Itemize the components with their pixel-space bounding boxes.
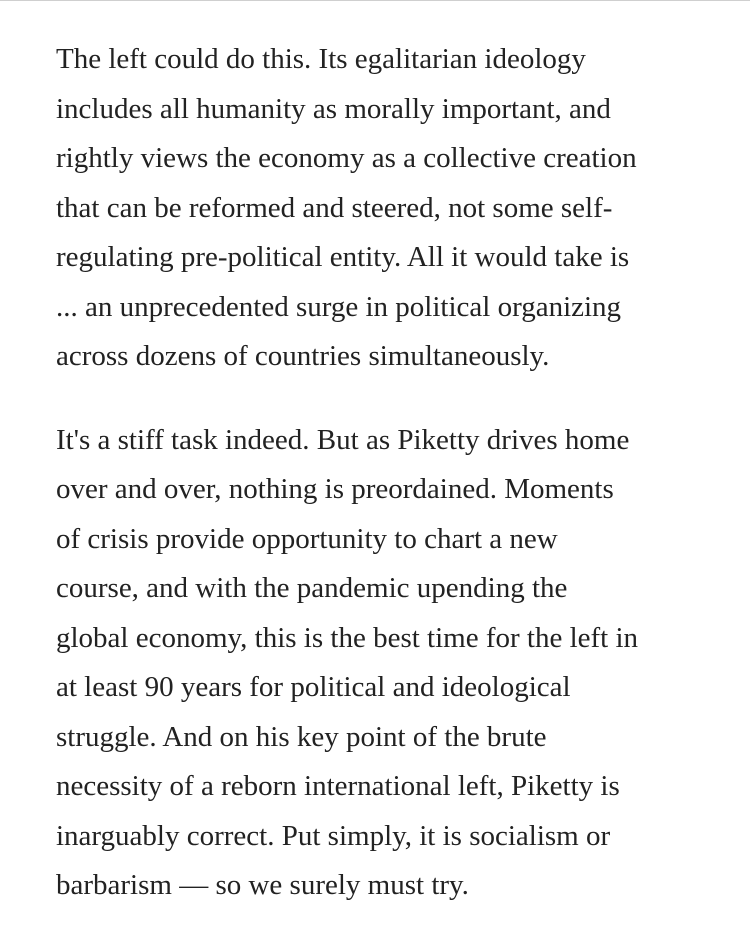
paragraph-line: that can be reformed and steered, not some self- (56, 191, 613, 224)
paragraph-line: barbarism — so we surely must try. (56, 869, 469, 901)
paragraph-line: The left could do this. Its egalitarian ideology (56, 43, 586, 75)
paragraph-line: rightly views the economy as a collective creation (56, 142, 637, 174)
paragraph-line: It's a stiff task indeed. But as Piketty drives home (56, 423, 630, 456)
paragraph-line: struggle. And on his key point of the brute (56, 720, 547, 753)
paragraph-2 (56, 416, 716, 911)
paragraph-line: includes all humanity as morally important, and (56, 92, 611, 125)
paragraph-line: global economy, this is the best time for the left in (56, 621, 639, 654)
paragraph-line: ... an unprecedented surge in political organizing (56, 290, 622, 323)
article-body (56, 35, 716, 911)
paragraph-line: across dozens of countries simultaneously. (56, 340, 550, 372)
paragraph-line: inarguably correct. Put simply, it is socialism or (56, 819, 611, 852)
paragraph-line: regulating pre-political entity. All it would take is (56, 241, 630, 273)
paragraph-line: of crisis provide opportunity to chart a new (56, 522, 558, 555)
paragraph-line: over and over, nothing is preordained. Moments (56, 473, 614, 505)
paragraph-1 (56, 35, 716, 382)
top-divider (0, 0, 750, 1)
paragraph-line: necessity of a reborn international left, Piketty is (56, 770, 620, 802)
paragraph-line: course, and with the pandemic upending the (56, 572, 568, 604)
paragraph-line: at least 90 years for political and ideological (56, 671, 571, 703)
